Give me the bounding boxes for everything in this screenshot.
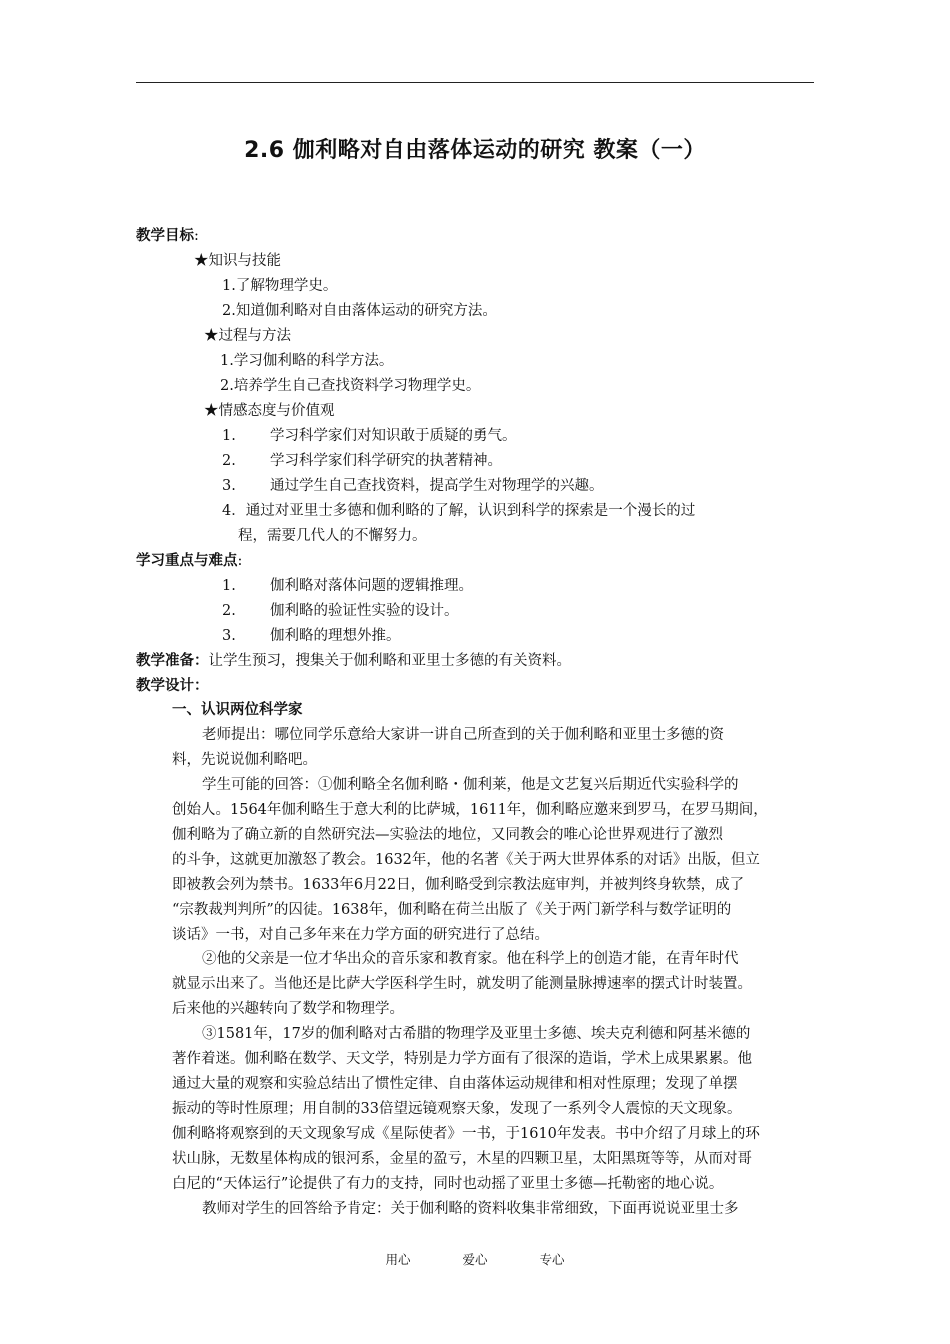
keypoint-item-2-num: 2. (222, 603, 236, 619)
keypoints-heading-text: 学习重点与难点 (136, 552, 238, 569)
process-item-2: 2.培养学生自己查找资料学习物理学史。 (220, 378, 481, 394)
paragraph-line: 料，先说说伽利略吧。 (172, 752, 317, 768)
paragraph-line: 学生可能的回答：①伽利略全名伽利略・伽利莱，他是文艺复兴后期近代实验科学的 (202, 777, 739, 793)
keypoint-item-1-num: 1. (222, 578, 236, 594)
objectives-heading-colon: : (194, 228, 199, 244)
paragraph-line: 白尼的“天体运行”论提供了有力的支持，同时也动摇了亚里士多德—托勒密的地心说。 (172, 1176, 724, 1192)
emotion-item-3 (222, 476, 604, 496)
keypoint-item-3-num: 3. (222, 628, 236, 644)
keypoint-item-2-text: 伽利略的验证性实验的设计。 (270, 603, 459, 619)
emotion-item-3-text: 通过学生自己查找资料，提高学生对物理学的兴趣。 (270, 478, 604, 494)
design-heading: 教学设计： (136, 677, 209, 694)
paragraph-line: ②他的父亲是一位才华出众的音乐家和教育家。他在科学上的创造才能，在青年时代 (202, 951, 739, 967)
paragraph-line: 通过大量的观察和实验总结出了惯性定律、自由落体运动规律和相对性原理；发现了单摆 (172, 1076, 738, 1092)
page-footer (0, 1250, 950, 1268)
emotion-title: ★情感态度与价值观 (204, 403, 335, 419)
preparation-text: 让学生预习，搜集关于伽利略和亚里士多德的有关资料。 (208, 653, 571, 669)
paragraph-line: 老师提出：哪位同学乐意给大家讲一讲自己所查到的关于伽利略和亚里士多德的资 (202, 727, 724, 743)
paragraph-line: 谈话》一书，对自己多年来在力学方面的研究进行了总结。 (172, 927, 549, 943)
objectives-heading (136, 226, 199, 246)
keypoint-item-1 (222, 576, 473, 596)
preparation-heading: 教学准备： (136, 652, 209, 669)
footer-word: 爱心 (462, 1252, 488, 1267)
keypoint-item-1-text: 伽利略对落体问题的逻辑推理。 (270, 578, 473, 594)
paragraph-line: 就显示出来了。当他还是比萨大学医科学生时，就发明了能测量脉搏速率的摆式计时装置。 (172, 976, 752, 992)
knowledge-title: ★知识与技能 (194, 253, 281, 269)
emotion-item-2-text: 学习科学家们科学研究的执著精神。 (270, 453, 502, 469)
paragraph-line: “宗教裁判判所”的囚徒。1638年，伽利略在荷兰出版了《关于两门新学科与数学证明的 (172, 902, 732, 918)
preparation (136, 651, 571, 671)
paragraph-line: 教师对学生的回答给予肯定：关于伽利略的资料收集非常细致，下面再说说亚里士多 (202, 1201, 739, 1217)
paragraph-line: 的斗争，这就更加激怒了教会。1632年，他的名著《关于两大世界体系的对话》出版，但立 (172, 852, 760, 868)
emotion-item-4-line-2: 程，需要几代人的不懈努力。 (238, 528, 427, 544)
keypoint-item-2 (222, 601, 459, 621)
paragraph-line: 振动的等时性原理；用自制的33倍望远镜观察天象，发现了一系列令人震惊的天文现象。 (172, 1101, 742, 1117)
emotion-item-3-num: 3. (222, 478, 236, 494)
emotion-item-1-text: 学习科学家们对知识敢于质疑的勇气。 (270, 428, 517, 444)
section-heading: 一、认识两位科学家 (172, 701, 303, 718)
paragraph-line: 即被教会列为禁书。1633年6月22日，伽利略受到宗教法庭审判，并被判终身软禁，成了 (172, 877, 745, 893)
paragraph-line: 创始人。1564年伽利略生于意大利的比萨城，1611年，伽利略应邀来到罗马，在罗马期间， (172, 802, 768, 818)
knowledge-item-1: 1.了解物理学史。 (222, 278, 338, 294)
keypoint-item-3-text: 伽利略的理想外推。 (270, 628, 401, 644)
paragraph-line: 伽利略为了确立新的自然研究法—实验法的地位，又同教会的唯心论世界观进行了激烈 (172, 827, 723, 843)
paragraph-line: 著作着迷。伽利略在数学、天文学，特别是力学方面有了很深的造诣，学术上成果累累。他 (172, 1051, 752, 1067)
emotion-item-1 (222, 426, 517, 446)
emotion-item-2 (222, 451, 502, 471)
paragraph-line: 后来他的兴趣转向了数学和物理学。 (172, 1001, 404, 1017)
footer-word: 专心 (539, 1252, 565, 1267)
keypoints-heading (136, 551, 242, 571)
paragraph-line: 伽利略将观察到的天文现象写成《星际使者》一书，于1610年发表。书中介绍了月球上的环 (172, 1126, 760, 1142)
header-rule (136, 82, 814, 83)
emotion-item-4-line-1: 4．通过对亚里士多德和伽利略的了解，认识到科学的探索是一个漫长的过 (222, 503, 696, 519)
page-title: 2.6 伽利略对自由落体运动的研究 教案（一） (244, 138, 706, 163)
process-title: ★过程与方法 (204, 328, 291, 344)
footer-word: 用心 (385, 1252, 411, 1267)
knowledge-item-2: 2.知道伽利略对自由落体运动的研究方法。 (222, 303, 497, 319)
keypoints-heading-colon: : (237, 553, 243, 569)
objectives-heading-text: 教学目标 (136, 227, 194, 244)
emotion-item-2-num: 2. (222, 453, 236, 469)
keypoint-item-3 (222, 626, 401, 646)
emotion-item-1-num: 1. (222, 428, 236, 444)
paragraph-line: ③1581年，17岁的伽利略对古希腊的物理学及亚里士多德、埃夫克利德和阿基米德的 (202, 1026, 751, 1042)
paragraph-line: 状山脉，无数星体构成的银河系，金星的盈亏，木星的四颗卫星，太阳黑斑等等，从而对哥 (172, 1151, 752, 1167)
process-item-1: 1.学习伽利略的科学方法。 (220, 353, 394, 369)
